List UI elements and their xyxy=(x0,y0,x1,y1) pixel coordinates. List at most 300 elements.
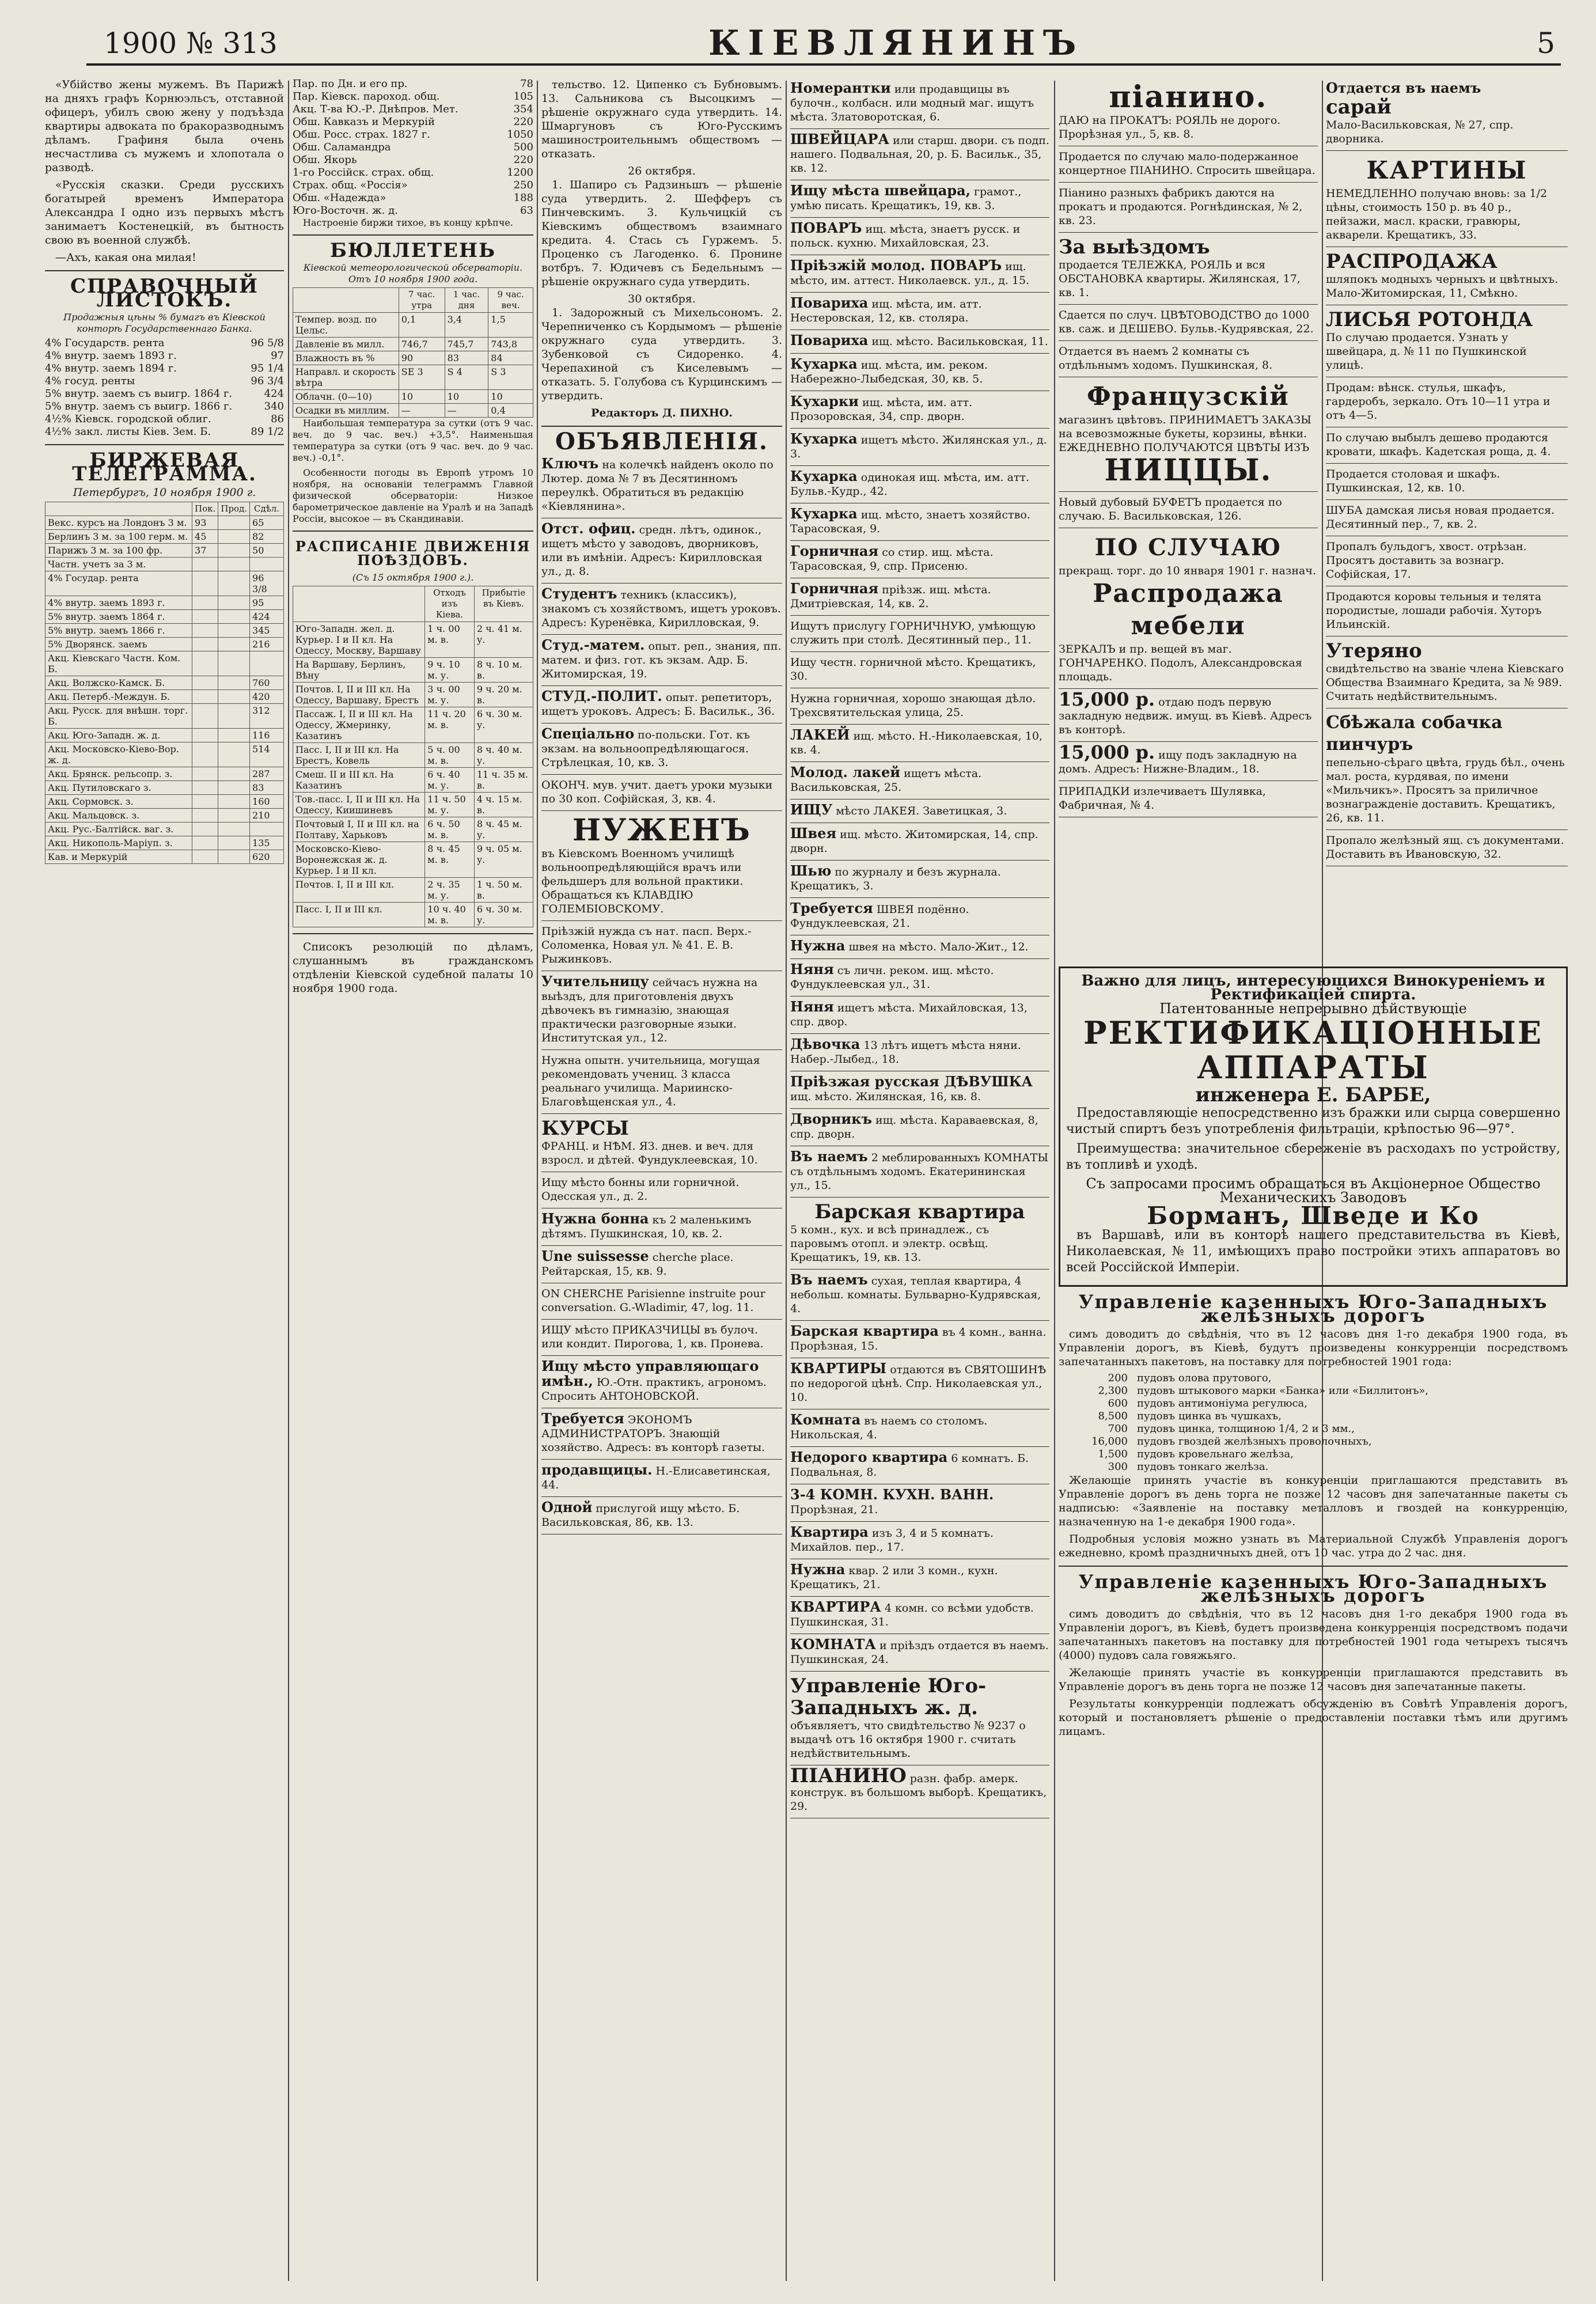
notice-item xyxy=(1059,1461,1568,1473)
table-cell: SE 3 xyxy=(399,365,445,390)
ad-text: грамот., умѣю писать. Крещатикъ, 19, кв. 3. xyxy=(790,185,1022,212)
table-cell: Частн. учетъ за 3 м. xyxy=(46,558,192,571)
ad-text: или старш. двори. съ подп. нашего. Подвальная, 20, р. Б. Васильк., 35, кв. 12. xyxy=(790,134,1049,175)
classified-ad xyxy=(1326,636,1568,708)
table-cell: 95 xyxy=(250,596,284,610)
classified-ad xyxy=(790,391,1049,429)
ad-label: Комната xyxy=(790,1411,861,1428)
table-cell: 65 xyxy=(250,516,284,530)
table-cell: 83 xyxy=(250,781,284,795)
table-cell: 514 xyxy=(250,742,284,767)
table-cell: 135 xyxy=(250,836,284,850)
classified-ad xyxy=(790,180,1049,218)
ad-label: Ищу мѣста швейцара, xyxy=(790,182,971,199)
table-header xyxy=(293,586,533,622)
table-cell: Акц. Мальцовск. з. xyxy=(46,809,192,823)
classified-ad xyxy=(790,1672,1049,1765)
table-cell xyxy=(218,516,250,530)
table-cell xyxy=(218,809,250,823)
notice-item xyxy=(1059,1397,1568,1410)
classified-ad: Продаются коровы тельныя и телята породистые, лошади рабочія. Хуторъ Ильинскій. xyxy=(1326,586,1568,636)
table-row xyxy=(293,743,533,768)
classified-ad xyxy=(790,1034,1049,1071)
table-cell: Пассаж. I, II и III кл. На Одессу, Жмеринку, Казатинъ xyxy=(293,707,425,743)
ad-text: Н.-Елисаветинская, 44. xyxy=(541,1465,771,1491)
security-value: 250 xyxy=(513,179,533,191)
classified-ad xyxy=(790,354,1049,391)
security-value: 220 xyxy=(513,154,533,166)
table-cell xyxy=(192,638,218,651)
table-cell xyxy=(218,690,250,704)
table-cell: Акц. Волжско-Камск. Б. xyxy=(46,676,192,690)
table-cell: 743,8 xyxy=(488,338,533,351)
classified-ad: Нужна горничная, хорошо знающая дѣло. Трехсвятительская улица, 25. xyxy=(790,688,1049,725)
ad-label: Дѣвочка xyxy=(790,1036,860,1052)
divider xyxy=(293,234,533,236)
table-row xyxy=(46,809,284,823)
ad-text: шляпокъ модныхъ черныхъ и цвѣтныхъ. Мало-Житомирская, 11, Смѣкно. xyxy=(1326,273,1559,300)
section-title: БИРЖЕВАЯ ТЕЛЕГРАММА. xyxy=(72,449,257,486)
section-subtitle: Петербургъ, 10 ноября 1900 г. xyxy=(73,486,256,499)
ad-label: 15,000 р. xyxy=(1059,741,1155,763)
ad-label: Няня xyxy=(790,961,834,977)
ad-text: прислугой ищу мѣсто. Б. Васильковская, 86, кв. 13. xyxy=(541,1502,740,1529)
item-name: пудовъ гвоздей желѣзныхъ проволочныхъ, xyxy=(1137,1435,1372,1447)
table-header-cell: Отходъ изъ Кіева. xyxy=(425,586,475,622)
classified-ad: ПРИПАДКИ излечиваетъ Шулявка, Фабричная, № 4. xyxy=(1059,781,1318,817)
ad-text: Прорѣзная, 21. xyxy=(790,1503,878,1516)
table-cell: Осадки въ миллим. xyxy=(293,404,399,418)
item-quantity: 700 xyxy=(1108,1423,1128,1435)
classified-ad xyxy=(790,255,1049,293)
classified-ad xyxy=(790,1484,1049,1522)
ad-text: ищ. мѣста, им. атт. Нестеровская, 12, кв. столяра. xyxy=(790,298,982,324)
classified-ad xyxy=(790,1409,1049,1447)
classified-ad: Пропало желѣзный ящ. съ документами. Доставить въ Ивановскую, 32. xyxy=(1326,830,1568,866)
table-cell: 620 xyxy=(250,850,284,864)
item-quantity: 200 xyxy=(1108,1372,1128,1384)
classified-ad: Пріѣзжій нужда съ нат. пасп. Верх.-Соломенка, Новая ул. № 41. Е. В. Рыжинковъ. xyxy=(541,921,782,971)
table-cell xyxy=(192,767,218,781)
item-quantity: 600 xyxy=(1108,1397,1128,1409)
security-value: 78 xyxy=(520,78,533,90)
column-rule xyxy=(537,81,538,2281)
table-cell: 746,7 xyxy=(399,338,445,351)
table-cell: 745,7 xyxy=(445,338,488,351)
section-title: БЮЛЛЕТЕНЬ xyxy=(329,239,496,262)
table-cell: 50 xyxy=(250,544,284,558)
classified-ad xyxy=(790,1447,1049,1484)
classified-ad: Ищу мѣсто бонны или горничной. Одесская ул., д. 2. xyxy=(541,1172,782,1208)
security-name: Страх. общ. «Россія» xyxy=(293,179,408,191)
section-title: СПРАВОЧНЫЙ ЛИСТОКЪ. xyxy=(70,275,259,312)
ad-label: продавщицы. xyxy=(541,1461,653,1478)
table-cell: Направл. и скорость вѣтра xyxy=(293,365,399,390)
notice-text: Результаты конкурренціи подлежатъ обсужденію въ Совѣтѣ Управленія дорогъ, который и постановляетъ рѣшеніе о предоставленіи поставки тѣмъ или другимъ лицамъ. xyxy=(1059,1697,1568,1738)
classified-ad xyxy=(541,686,782,723)
table-cell xyxy=(192,596,218,610)
ad-label: Кухарка xyxy=(790,468,858,484)
table-cell: Влажность въ % xyxy=(293,351,399,365)
train-schedule-table xyxy=(293,586,533,927)
weather-text: Наибольшая температура за сутки (отъ 9 час. веч. до 9 час. веч.) +3,5°. Наименьшая температура за сутки (отъ 9 час. веч. до 9 час. веч.) -0,1°. xyxy=(293,418,533,463)
table-cell: S 4 xyxy=(445,365,488,390)
ad-text: 2 меблированныхъ КОМНАТЫ съ отдѣльнымъ ходомъ. Екатерининская ул., 15. xyxy=(790,1151,1049,1192)
security-row xyxy=(293,141,533,154)
table-cell xyxy=(218,823,250,836)
table-header-cell: 9 час. веч. xyxy=(488,288,533,313)
news-story-end: —Ахъ, какая она милая! xyxy=(55,251,196,264)
security-value: 95 1/4 xyxy=(251,362,284,374)
ad-text: ищетъ мѣсто. Жилянская ул., д. 3. xyxy=(790,434,1047,460)
table-header-cell: 1 час. дня xyxy=(445,288,488,313)
classified-ad xyxy=(541,1460,782,1497)
column-rule xyxy=(1054,81,1055,2281)
table-cell: — xyxy=(445,404,488,418)
security-row xyxy=(293,192,533,204)
table-cell xyxy=(192,781,218,795)
classified-ad xyxy=(790,1321,1049,1358)
table-cell: 3,4 xyxy=(445,313,488,338)
classified-ad xyxy=(790,503,1049,541)
securities-list xyxy=(45,337,284,438)
table-cell xyxy=(192,742,218,767)
weather-table xyxy=(293,287,533,418)
table-cell: 1 ч. 50 м. в. xyxy=(474,878,533,903)
ad-text: ДАЮ на ПРОКАТЪ: РОЯЛЬ не дорого. Прорѣзная ул., 5, кв. 8. xyxy=(1059,114,1281,141)
table-row xyxy=(293,793,533,817)
ad-label: Швея xyxy=(790,825,837,842)
ad-label: Одной xyxy=(541,1499,593,1515)
table-cell: 5% внутр. заемъ 1864 г. xyxy=(46,610,192,624)
divider xyxy=(293,530,533,532)
ad-text: ищ. мѣста. Караваевская, 8, спр. дворн. xyxy=(790,1114,1038,1140)
ad-label: Отдается въ наемъ xyxy=(1326,79,1481,96)
security-row xyxy=(45,337,284,350)
classified-ad xyxy=(1059,377,1318,492)
item-name: пудовъ цинка въ чушкахъ, xyxy=(1137,1410,1282,1422)
table-row xyxy=(293,404,533,418)
divider xyxy=(293,933,533,934)
divider xyxy=(1059,1566,1568,1567)
ad-label: Номерантки xyxy=(790,79,891,96)
security-value: 63 xyxy=(520,204,533,217)
security-name: Акц. Т-ва Ю.-Р. Днѣпров. Мет. xyxy=(293,103,458,115)
section-subtitle: (Съ 15 октября 1900 г.). xyxy=(352,572,474,583)
table-cell xyxy=(218,638,250,651)
ad-text: и пріѣздъ отдается въ наемъ. Пушкинская, 24. xyxy=(790,1639,1049,1666)
classified-ad xyxy=(790,935,1049,959)
ad-label: КВАРТИРА xyxy=(790,1598,881,1615)
table-cell: 45 xyxy=(192,530,218,544)
table-cell xyxy=(218,530,250,544)
classified-ad: Ищутъ прислугу ГОРНИЧНУЮ, умѣющую служить при столѣ. Десятинный пер., 11. xyxy=(790,616,1049,652)
ad-label: Горничная xyxy=(790,543,879,559)
table-cell: Почтовый I, II и III кл. на Полтаву, Харьковъ xyxy=(293,817,425,842)
ad-text: отдаю подъ первую закладную недвиж. имущ. въ Кіевѣ. Адресъ въ конторѣ. xyxy=(1059,696,1312,736)
table-row xyxy=(46,781,284,795)
classified-ad xyxy=(790,1597,1049,1634)
notice-item xyxy=(1059,1410,1568,1423)
security-row xyxy=(293,204,533,217)
table-header-cell xyxy=(293,288,399,313)
notice-text: Подробныя условія можно узнать въ Материальной Службѣ Управленія дорогъ ежедневно, кромѣ праздничныхъ дней, отъ 10 час. утра до 2 час. дня. xyxy=(1059,1533,1568,1559)
table-cell xyxy=(250,651,284,676)
security-value: 500 xyxy=(513,141,533,153)
date-line: 30 октября. xyxy=(628,293,696,305)
classified-ad xyxy=(790,725,1049,762)
table-body xyxy=(293,313,533,418)
ad-text: cherche place. Рейтарская, 15, кв. 9. xyxy=(541,1251,734,1278)
ad-label: ПОВАРЪ xyxy=(790,219,862,236)
table-cell: 8 ч. 45 м. в. xyxy=(425,842,475,878)
market-note: Настроеніе биржи тихое, въ концу крѣпче. xyxy=(303,217,513,228)
ad-text: отдаются въ СВЯТОШИНѢ по недорогой цѣнѣ. Спр. Николаевская ул., 10. xyxy=(790,1363,1047,1404)
classified-ad: Продам: вѣнск. стулья, шкафъ, гардеробъ, зеркало. Отъ 10—11 утра и отъ 4—5. xyxy=(1326,377,1568,427)
notice-text: симъ доводитъ до свѣдѣнія, что въ 12 часовъ дня 1-го декабря 1900 года, въ Управленіи дорогъ, въ Кіевѣ, будутъ произведены конкурренціи посредствомъ запечатанныхъ пакетовъ, на поставку для потребностей 1901 года: xyxy=(1059,1328,1568,1368)
table-cell: Почтов. I, II и III кл. xyxy=(293,878,425,903)
table-cell xyxy=(192,651,218,676)
table-row xyxy=(46,624,284,638)
table-cell: 9 ч. 20 м. в. xyxy=(474,683,533,707)
table-cell: Акц. Кіевскаго Частн. Ком. Б. xyxy=(46,651,192,676)
table-row xyxy=(293,817,533,842)
table-row xyxy=(46,544,284,558)
ad-headline: Управленіе Юго-Западныхъ ж. д. xyxy=(790,1674,987,1719)
classified-ad: По случаю выбылъ дешево продаются кровати, шкафъ. Кадетская роща, д. 4. xyxy=(1326,427,1568,464)
table-header xyxy=(46,502,284,516)
table-cell: 10 ч. 40 м. в. xyxy=(425,903,475,927)
table-cell xyxy=(218,651,250,676)
notice-item xyxy=(1059,1372,1568,1385)
table-cell: 4 ч. 15 м. в. xyxy=(474,793,533,817)
table-cell: 6 ч. 30 м. у. xyxy=(474,903,533,927)
ad-label: СТУД.-ПОЛИТ. xyxy=(541,688,662,704)
security-value: 340 xyxy=(264,400,284,412)
table-row xyxy=(46,651,284,676)
security-value: 1050 xyxy=(507,128,533,141)
table-cell: Тов.-пасс. I, II и III кл. На Одессу, Киишиневъ xyxy=(293,793,425,817)
table-header-cell xyxy=(293,586,425,622)
ad-text: ищ. мѣста, знаетъ русск. и польск. кухню. Михайловская, 23. xyxy=(790,223,1021,249)
ad-headline: За выѣздомъ xyxy=(1059,236,1210,259)
table-row xyxy=(46,729,284,742)
ad-text: техникъ (классикъ), знакомъ съ хозяйствомъ, ищетъ уроковъ. Адресъ: Куренёвка, Кирилловская, 9. xyxy=(541,589,781,629)
court-text: тельство. 12. Ципенко съ Бубновымъ. 13. Сальникова съ Высоцкимъ — рѣшеніе окружнаго суда утвердить. 14. Шмаргуновъ съ Юго-Русскимъ машиностроительнымъ обществомъ — отказать. xyxy=(541,78,782,160)
barbe-advertisement xyxy=(1059,967,1568,1287)
table-cell xyxy=(192,624,218,638)
security-row xyxy=(293,166,533,179)
security-row xyxy=(45,350,284,362)
table-cell: 8 ч. 45 м. у. xyxy=(474,817,533,842)
table-cell xyxy=(192,809,218,823)
ad-label: Въ наемъ xyxy=(790,1271,868,1288)
table-cell: 96 3/8 xyxy=(250,571,284,596)
classified-ad xyxy=(790,1522,1049,1559)
classified-ad xyxy=(790,959,1049,996)
security-row xyxy=(293,78,533,90)
table-body xyxy=(293,622,533,927)
security-name: 4% госуд. ренты xyxy=(45,375,135,387)
security-name: 1-го Россійск. страх. общ. xyxy=(293,166,434,179)
ad-text: ЗЕРКАЛЪ и пр. вещей въ маг. ГОНЧАРЕНКО. Подолъ, Александровская площадь. xyxy=(1059,643,1302,683)
ad-label: ПІАНИНО xyxy=(790,1764,907,1787)
table-cell: 345 xyxy=(250,624,284,638)
table-cell: Давленіе въ милл. xyxy=(293,338,399,351)
ad-headline: КУРСЫ xyxy=(541,1117,630,1140)
table-cell: 8 ч. 40 м. у. xyxy=(474,743,533,768)
table-cell xyxy=(218,850,250,864)
classified-ad xyxy=(1326,151,1568,247)
ad-headline: Сбѣжала собачка пинчуръ xyxy=(1326,713,1503,755)
table-cell: 5% внутр. заемъ 1866 г. xyxy=(46,624,192,638)
ad-text: пріѣзж. ищ. мѣста. Дмитріевская, 14, кв. 2. xyxy=(790,583,991,610)
table-cell xyxy=(218,624,250,638)
table-cell xyxy=(192,610,218,624)
table-cell: 9 ч. 05 м. у. xyxy=(474,842,533,878)
ad-text: въ наемъ со столомъ. Никольская, 4. xyxy=(790,1415,988,1441)
table-cell: 11 ч. 50 м. у. xyxy=(425,793,475,817)
ad-text: ЭКОНОМЪ АДМИНИСТРАТОРЪ. Знающій хозяйство. Адресъ: въ конторѣ газеты. xyxy=(541,1414,765,1454)
classified-ad xyxy=(1059,689,1318,742)
security-row xyxy=(45,426,284,438)
table-cell: 11 ч. 20 м. в. xyxy=(425,707,475,743)
ad-text: 4 комн. со всѣми удобств. Пушкинская, 31. xyxy=(790,1602,1034,1628)
security-row xyxy=(45,413,284,426)
table-cell: 3 ч. 00 м. у. xyxy=(425,683,475,707)
table-cell: 5 ч. 00 м. в. xyxy=(425,743,475,768)
table-cell: 10 xyxy=(445,390,488,404)
table-cell: Пасс. I, II и III кл. На Брестъ, Ковель xyxy=(293,743,425,768)
ad-label: Кухарки xyxy=(790,393,859,410)
ads-list xyxy=(790,1270,1049,1672)
classified-ad xyxy=(790,898,1049,935)
classified-ad xyxy=(790,129,1049,180)
newspaper-title: КІЕВЛЯНИНЪ xyxy=(708,23,1085,63)
ad-text: ищ. мѣста, им. атт. Прозоровская, 34, спр. дворн. xyxy=(790,396,973,423)
table-cell: — xyxy=(399,404,445,418)
table-cell: Пасс. I, II и III кл. xyxy=(293,903,425,927)
table-cell: 10 xyxy=(399,390,445,404)
ad-text: объявляетъ, что свидѣтельство № 9237 о выдачѣ отъ 16 октября 1900 г. считать недѣйствительнымъ. xyxy=(790,1719,1026,1760)
security-value: 1200 xyxy=(507,166,533,179)
barbe-sub: Патентованные непрерывно дѣйствующіе xyxy=(1159,1001,1467,1017)
ad-text: ищ. мѣсто, знаетъ хозяйство. Тарасовская, 9. xyxy=(790,509,1030,535)
security-value: 105 xyxy=(513,90,533,103)
table-cell: 6 ч. 30 м. у. xyxy=(474,707,533,743)
table-cell: 1,5 xyxy=(488,313,533,338)
classified-ad: Продается столовая и шкафъ. Пушкинская, 12, кв. 10. xyxy=(1326,464,1568,500)
ad-label: Кухарка xyxy=(790,505,858,522)
table-cell: Акц. Рус.-Балтійск. ваг. з. xyxy=(46,823,192,836)
item-quantity: 8,500 xyxy=(1098,1410,1128,1422)
classified-ad: Отдается въ наемъ 2 комнаты съ отдѣльнымъ ходомъ. Пушкинская, 8. xyxy=(1059,341,1318,377)
barbe-top: Важно для лицъ, интересующихся Винокуреніемъ и Ректификаціей спирта. xyxy=(1081,972,1545,1003)
table-cell xyxy=(192,729,218,742)
security-value: 97 xyxy=(271,350,284,362)
security-name: Обш. «Надежда» xyxy=(293,192,386,204)
classified-ad xyxy=(790,293,1049,330)
table-cell: 2 ч. 35 м. у. xyxy=(425,878,475,903)
table-cell xyxy=(218,795,250,809)
table-cell xyxy=(218,558,250,571)
ad-text: продается ТЕЛЕЖКА, РОЯЛЬ и вся ОБСТАНОВКА квартиры. Жилянская, 17, кв. 1. xyxy=(1059,259,1301,299)
table-cell: Векс. курсъ на Лондонъ 3 м. xyxy=(46,516,192,530)
ad-text: ищ. мѣсто. Житомирская, 14, спр. дворн. xyxy=(790,828,1038,855)
column-4 xyxy=(790,78,1049,2284)
table-cell: Берлинъ 3 м. за 100 герм. м. xyxy=(46,530,192,544)
classified-ad xyxy=(541,453,782,518)
table-row xyxy=(46,676,284,690)
ad-label: Требуется xyxy=(541,1410,624,1427)
classified-ad xyxy=(790,1358,1049,1409)
masthead xyxy=(86,23,1561,66)
classified-ad xyxy=(790,996,1049,1034)
item-name: пудовъ цинка, толщиною 1/4, 2 и 3 мм., xyxy=(1137,1423,1355,1435)
ad-text: опыт. реп., знания, пп. матем. и физ. гот. къ экзам. Адр. Б. Житомирская, 19. xyxy=(541,640,782,680)
table-cell xyxy=(218,767,250,781)
table-row xyxy=(293,768,533,793)
ad-text: прекращ. торг. до 10 января 1901 г. назнач. xyxy=(1059,564,1316,577)
security-value: 89 1/2 xyxy=(251,426,284,438)
table-cell xyxy=(218,836,250,850)
classified-ad: ИЩУ мѣсто ПРИКАЗЧИЦЫ въ булоч. или кондит. Пирогова, 1, кв. Пронева. xyxy=(541,1320,782,1356)
section-subtitle: Кіевской метеорологической обсерваторіи. Отъ 10 ноября 1900 года. xyxy=(303,262,523,285)
table-header-cell: Сдѣл. xyxy=(250,502,284,516)
classified-ad xyxy=(1059,233,1318,305)
table-cell xyxy=(218,704,250,729)
ad-label: Студентъ xyxy=(541,585,617,602)
table-cell xyxy=(218,729,250,742)
ad-text: 13 лѣтъ ищетъ мѣста няни. Набер.-Лыбед., 18. xyxy=(790,1039,1021,1066)
ad-text: одинокая ищ. мѣста, им. атт. Бульв.-Кудр., 42. xyxy=(790,471,1030,498)
table-header-cell: Прибытіе въ Кіевъ. xyxy=(474,586,533,622)
lower-wide-block xyxy=(1059,962,1568,2281)
barbe-text: Предоставляющіе непосредственно изъ бражки или сырца совершенно чистый спиртъ безъ употребленія фильтраціи, крѣпостью 96—97°. xyxy=(1066,1106,1560,1136)
table-cell: 11 ч. 35 м. в. xyxy=(474,768,533,793)
ad-text: ищетъ мѣста. Михайловская, 13, спр. двор. xyxy=(790,1002,1028,1028)
classified-ad xyxy=(1059,528,1318,689)
ad-text: сейчасъ нужна на выѣздъ, для приготовленія двухъ дѣвочекъ въ гимназію, знающая практически разговорные языки. Институтская ул., 12. xyxy=(541,976,758,1044)
table-cell xyxy=(192,704,218,729)
table-cell xyxy=(218,610,250,624)
security-row xyxy=(45,375,284,388)
ad-text: со стир. ищ. мѣста. Тарасовская, 9, спр. Присеню. xyxy=(790,546,994,573)
ad-headline: Распродажа мебели xyxy=(1093,579,1284,641)
classified-ad xyxy=(790,861,1049,898)
classified-ad xyxy=(790,1634,1049,1672)
court-text: 1. Задорожный съ Михельсономъ. 2. Черепниченко съ Кордымомъ — рѣшеніе окружнаго суда утвердить. 3. Зубенковой съ Сидоренко. 4. Черепахиной съ Киселевымъ — отказать. 5. Голубова съ Курцинскимъ — утвердить. xyxy=(541,306,782,402)
ad-label: Нужна бонна xyxy=(541,1210,649,1227)
security-value: 96 5/8 xyxy=(251,337,284,349)
ad-text: средн. лѣтъ, одинок., ищетъ мѣсто у заводовъ, дворниковъ, или въ имѣніи. Адресъ: Кирилловская ул., д. 8. xyxy=(541,524,763,578)
court-text: Списокъ резолюцій по дѣламъ, слушаннымъ въ гражданскомъ отдѣленіи Кіевской судебной палаты 10 ноября 1900 года. xyxy=(293,941,533,995)
notice-title: Управленіе казенныхъ Юго-Западныхъ желѣзныхъ дорогъ xyxy=(1078,1291,1548,1327)
table-cell: 82 xyxy=(250,530,284,544)
notice-items xyxy=(1059,1372,1568,1473)
table-cell: 9 ч. 10 м. у. xyxy=(425,658,475,683)
barbe-firm: Борманъ, Шведе и Ко xyxy=(1147,1202,1480,1230)
classified-ad xyxy=(1326,78,1568,151)
ad-text: Мало-Васильковская, № 27, спр. дворника. xyxy=(1326,119,1514,145)
ad-label: Пріѣзжая русская ДѢВУШКА xyxy=(790,1073,1033,1090)
table-cell: Акц. Русск. для внѣшн. торг. Б. xyxy=(46,704,192,729)
column-rule xyxy=(288,81,289,2281)
classified-ad xyxy=(790,762,1049,799)
column-2 xyxy=(293,78,533,2284)
ad-label: Молод. лакей xyxy=(790,764,901,780)
item-name: пудовъ олова прутового, xyxy=(1137,1372,1272,1384)
